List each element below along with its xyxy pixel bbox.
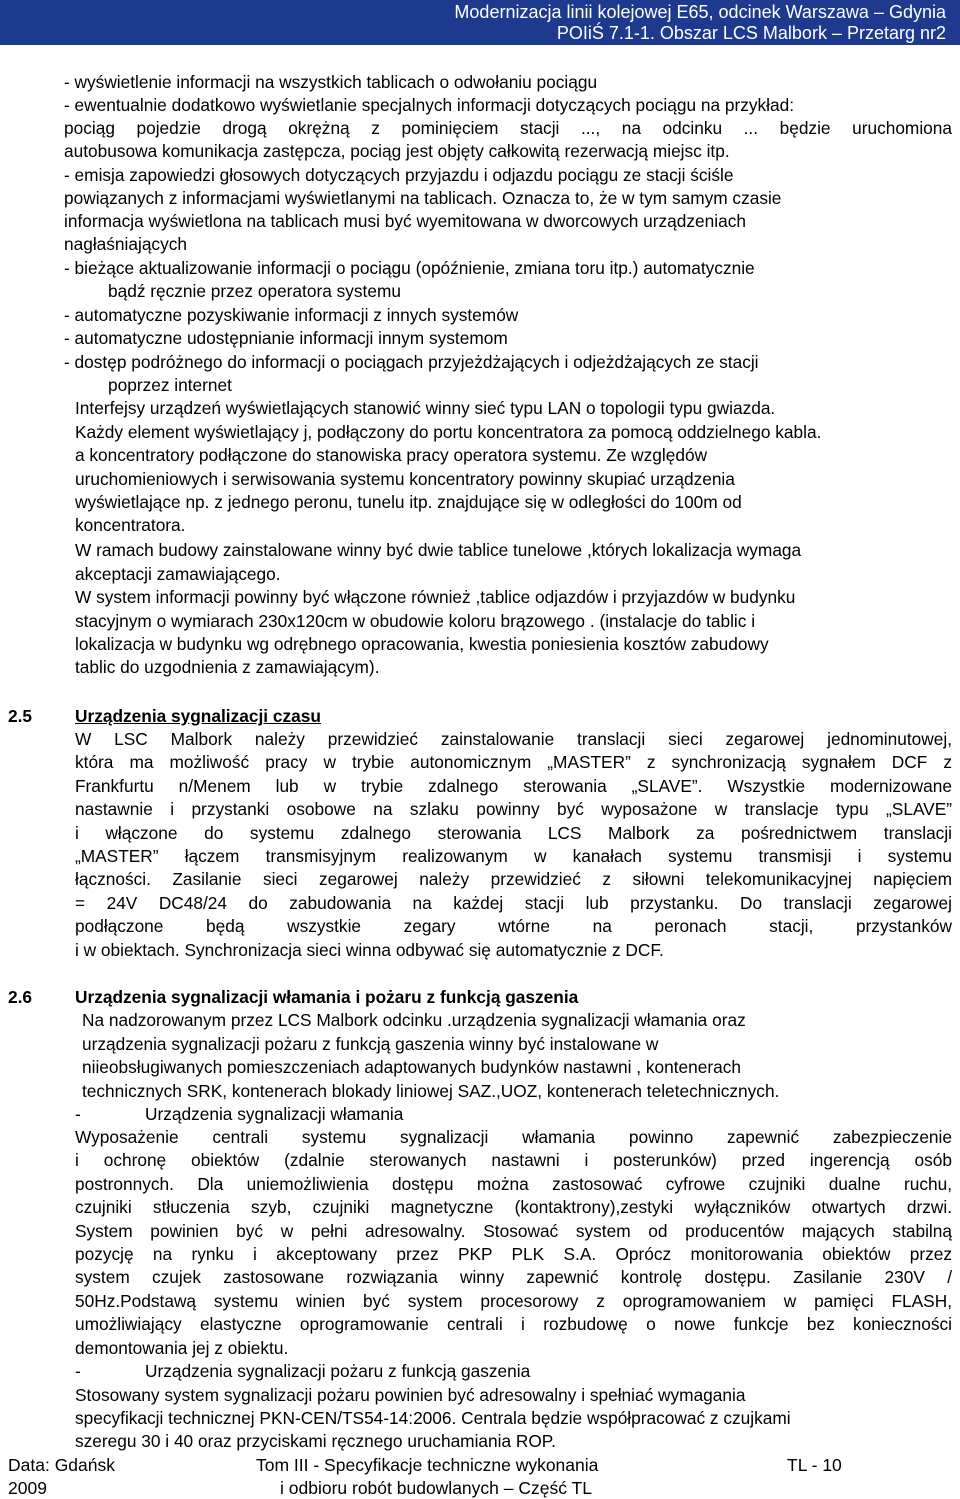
list-item: - ewentualnie dodatkowo wyświetlanie specjalnych informacji dotyczących pociągu na przykład: xyxy=(64,95,795,115)
list-item: - emisja zapowiedzi głosowych dotyczących przyjazdu i odjazdu pociągu ze stacji ściśle xyxy=(64,165,734,185)
text-line: System powinien być w pełni adresowalny. Stosować system od producentów mających stabilną xyxy=(75,1221,952,1241)
text-line: pociąg pojedzie drogą okrężną z pominięciem stacji ..., na odcinku ... będzie uruchomiona xyxy=(64,118,952,138)
list-item: - bieżące aktualizowanie informacji o pociągu (opóźnienie, zmiana toru itp.) automatycznie xyxy=(64,258,755,278)
text-line: łączności. Zasilanie sieci zegarowej należy przewidzieć z siłowni telekomunikacyjnej napięciem xyxy=(75,869,952,889)
text-line: powiązanych z informacjami wyświetlanymi na tablicach. Oznacza to, że w tym samym czasie xyxy=(64,188,782,208)
text-line: poprzez internet xyxy=(108,375,232,395)
text-line: technicznych SRK, kontenerach blokady liniowej SAZ.,UOZ, kontenerach teletechnicznych. xyxy=(82,1081,780,1101)
text-line: Na nadzorowanym przez LCS Malbork odcinku .urządzenia sygnalizacji włamania oraz xyxy=(82,1010,746,1030)
text-line: nastawnie i przystanki osobowe na szlaku powinny być wyposażone w translacje typu „SLAVE” xyxy=(75,799,952,819)
text-line: W system informacji powinny być włączone również ,tablice odjazdów i przyjazdów w budynku xyxy=(75,587,796,607)
text-line: szeregu 30 i 40 oraz przyciskami ręcznego uruchamiania ROP. xyxy=(75,1431,556,1451)
list-dash: - xyxy=(75,1361,81,1381)
footer-volume-title: Tom III - Specyfikacje techniczne wykonania xyxy=(256,1455,599,1475)
text-line: informacja wyświetlona na tablicach musi być wyemitowana w dworcowych urządzeniach xyxy=(64,211,746,231)
list-item: - wyświetlenie informacji na wszystkich tablicach o odwołaniu pociągu xyxy=(64,72,598,92)
text-line: i ochronę obiektów (zdalnie sterowanych nastawni i posterunków) przed ingerencją osób xyxy=(75,1150,952,1170)
text-line: stacyjnym o wymiarach 230x120cm w obudowie koloru brązowego . (instalacje do tablic i xyxy=(75,611,756,631)
text-line: pozycję na rynku i akceptowany przez PKP PLK S.A. Oprócz monitorowania obiektów przez xyxy=(75,1244,952,1264)
text-line: wyświetlające np. z jednego peronu, tunelu itp. znajdujące się w odległości do 100m od xyxy=(75,492,742,512)
text-line: i włączone do systemu zdalnego sterowania LCS Malbork za pośrednictwem translacji xyxy=(75,823,952,843)
text-line: koncentratora. xyxy=(75,515,186,535)
text-line: akceptacji zamawiającego. xyxy=(75,564,281,584)
section-number: 2.5 xyxy=(8,706,33,726)
header-bar xyxy=(0,0,960,45)
text-line: uruchomieniowych i serwisowania systemu koncentratory powinny skupiać urządzenia xyxy=(75,469,735,489)
text-line: autobusowa komunikacja zastępcza, pociąg jest objęty całkowitą rezerwacją miejsc itp. xyxy=(64,141,730,161)
list-item: - dostęp podróżnego do informacji o pociągach przyjeżdżających i odjeżdżających ze stacji xyxy=(64,352,759,372)
text-line: specyfikacji technicznej PKN-CEN/TS54-14:2006. Centrala będzie współpracować z czujkami xyxy=(75,1408,791,1428)
section-title: Urządzenia sygnalizacji włamania i pożaru z funkcją gaszenia xyxy=(75,987,579,1007)
footer-volume-subtitle: i odbioru robót budowlanych – Część TL xyxy=(280,1478,592,1498)
text-line: = 24V DC48/24 do zabudowania na każdej stacji lub przystanku. Do translacji zegarowej xyxy=(75,893,952,913)
text-line: demontowania jej z obiektu. xyxy=(75,1338,289,1358)
text-line: i w obiektach. Synchronizacja sieci winna odbywać się automatycznie z DCF. xyxy=(75,940,664,960)
text-line: postronnych. Dla uniemożliwienia dostępu można zastosować cyfrowe czujniki dualne ruchu, xyxy=(75,1174,952,1194)
text-line: czujniki stłuczenia szyb, czujniki magnetyczne (kontaktrony),zestyki wyłączników otwartych drzwi. xyxy=(75,1197,952,1217)
footer-date: Data: Gdańsk xyxy=(8,1455,115,1475)
text-line: lokalizacja w budynku wg odrębnego opracowania, kwestia poniesienia kosztów zabudowy xyxy=(75,634,769,654)
header-title-line1: Modernizacja linii kolejowej E65, odcinek Warszawa – Gdynia xyxy=(454,2,946,22)
list-item: - automatyczne pozyskiwanie informacji z innych systemów xyxy=(64,305,519,325)
text-line: umożliwiający elastyczne oprogramowanie centrali i rozbudowę o nowe funkcje bez konieczności xyxy=(75,1314,952,1334)
subsection-title: Urządzenia sygnalizacji włamania xyxy=(145,1104,404,1124)
text-line: Stosowany system sygnalizacji pożaru powinien być adresowalny i spełniać wymagania xyxy=(75,1385,746,1405)
text-line: Wyposażenie centrali systemu sygnalizacji włamania powinno zapewnić zabezpieczenie xyxy=(75,1127,952,1147)
text-line: 50Hz.Podstawą systemu winien być system procesorowy z oprogramowaniem w pamięci FLASH, xyxy=(75,1291,952,1311)
text-line: W LSC Malbork należy przewidzieć zainstalowanie translacji sieci zegarowej jednominutowej, xyxy=(75,729,952,749)
text-line: Każdy element wyświetlający j, podłączony do portu koncentratora za pomocą oddzielnego kabla. xyxy=(75,422,822,442)
text-line: niieobsługiwanych pomieszczeniach adaptowanych budynków nastawni , kontenerach xyxy=(82,1057,742,1077)
text-line: system czujek zastosowane rozwiązania winny zapewnić kontrolę dostępu. Zasilanie 230V / xyxy=(75,1267,952,1287)
text-line: nagłaśniających xyxy=(64,234,187,254)
text-line: tablic do uzgodnienia z zamawiającym). xyxy=(75,657,380,677)
text-line: podłączone będą wszystkie zegary wtórne na peronach stacji, przystanków xyxy=(75,916,952,936)
text-line: Frankfurtu n/Menem lub w trybie zdalnego sterowania „SLAVE”. Wszystkie modernizowane xyxy=(75,776,952,796)
text-line: Interfejsy urządzeń wyświetlających stanowić winny sieć typu LAN o topologii typu gwiazda. xyxy=(75,398,776,418)
subsection-title: Urządzenia sygnalizacji pożaru z funkcją gaszenia xyxy=(145,1361,531,1381)
text-line: bądź ręcznie przez operatora systemu xyxy=(108,281,401,301)
text-line: która ma możliwość pracy w trybie autonomicznym „MASTER” z synchronizacją sygnałem DCF z xyxy=(75,752,952,772)
page-number: TL - 10 xyxy=(787,1455,842,1475)
section-number: 2.6 xyxy=(8,987,33,1007)
text-line: urządzenia sygnalizacji pożaru z funkcją gaszenia winny być instalowane w xyxy=(82,1034,659,1054)
text-line: a koncentratory podłączone do stanowiska pracy operatora systemu. Ze względów xyxy=(75,445,708,465)
list-item: - automatyczne udostępnianie informacji innym systemom xyxy=(64,328,508,348)
header-title-line2: POIiŚ 7.1-1. Obszar LCS Malbork – Przetarg nr2 xyxy=(556,23,946,43)
footer-year: 2009 xyxy=(8,1478,47,1498)
text-line: „MASTER” łączem transmisyjnym realizowanym w kanałach systemu transmisji i systemu xyxy=(75,846,952,866)
text-line: W ramach budowy zainstalowane winny być dwie tablice tunelowe ,których lokalizacja wymaga xyxy=(75,540,802,560)
section-title: Urządzenia sygnalizacji czasu xyxy=(75,706,321,726)
list-dash: - xyxy=(75,1104,81,1124)
